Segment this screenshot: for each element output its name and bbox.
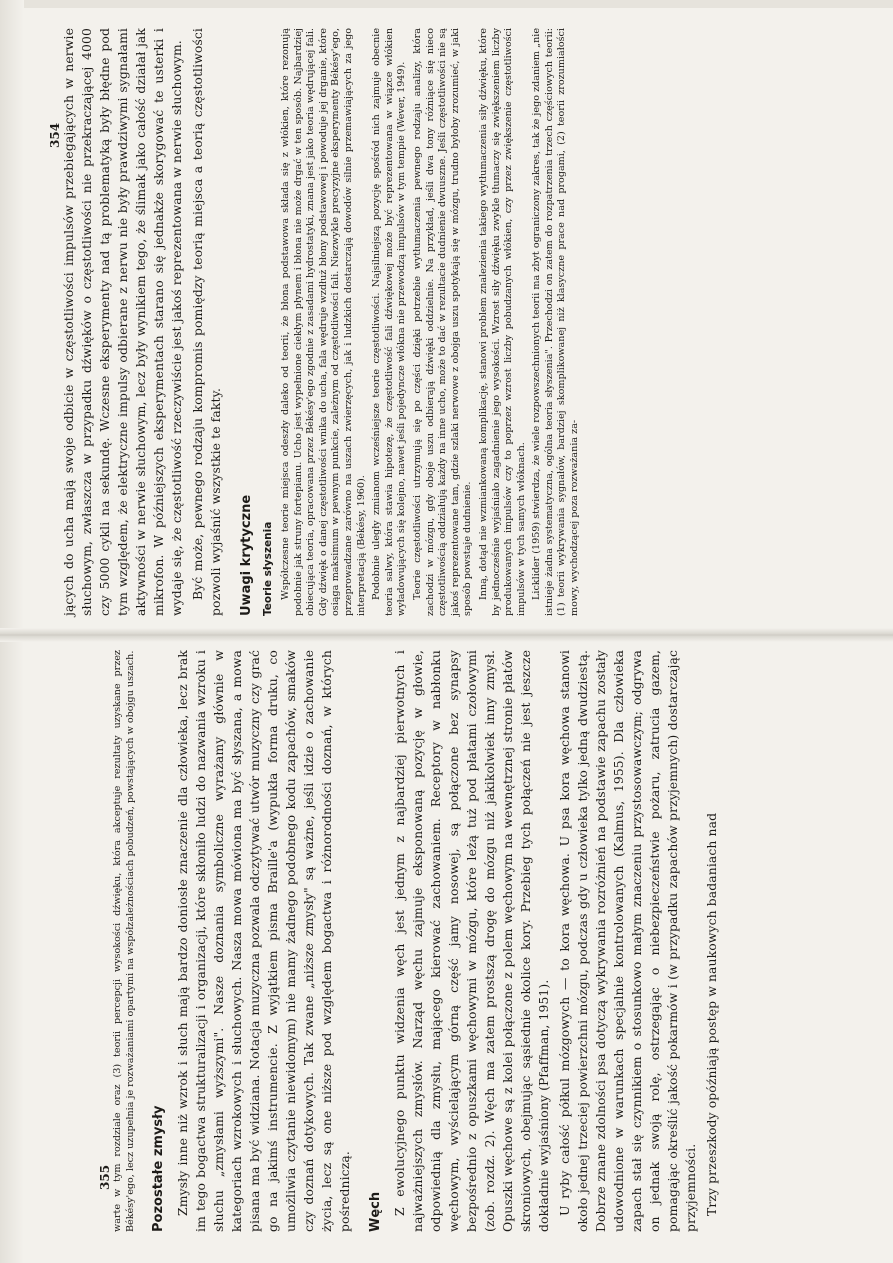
- intro-paragraph: Być może, pewnego rodzaju kompromis pomiędzy teorią miejsca a teorią częstotliwości pozwoli wyjaśnić wszystkie te fakty.: [190, 28, 223, 616]
- continuation-paragraph: warte w tym rozdziale oraz (3) teorii percepcji wysokości dźwięku, która akceptuje rezultaty uzyskane przez Békésy'ego, lecz uzupełnia je rozważaniami opartymi na współzależnościach pobudzeń, powstających w obojgu uszach.: [112, 650, 136, 1232]
- section-heading-smell: Węch: [368, 1191, 384, 1232]
- page-354: [60, 28, 800, 616]
- subsection-heading-hearing-theories: Teorie słyszenia: [262, 521, 274, 616]
- page-355: [112, 650, 852, 1232]
- book-gutter: [0, 628, 893, 642]
- section-heading-critical-notes: Uwagi krytyczne: [239, 494, 254, 616]
- continuation-paragraph: jących do ucha mają swoje odbicie w częstotliwości impulsów przebiegających w nerwie słuchowym, zwłaszcza w przypadku dźwięków o częstotliwości nie przekraczającej 4000 czy 5000 cykli na sekundę. Wczesne eksperymenty nad tą problematyką były błędne pod tym względem, że elektryczne impulsy odbierane z nerwu nie były prawdziwymi sygnałami aktywności w nerwie słuchowym, lecz były wynikiem tego, że ślimak jako całość działał jak mikrofon. W późniejszych eksperymentach starano się jednakże skorygować te usterki i wydaje się, że częstotliwość rzeczywiście jest jakoś reprezentowana w nerwie słuchowym.: [61, 28, 184, 616]
- page-number-354: 354: [48, 122, 62, 148]
- body-paragraph: Teorie częstotliwości utrzymują się po części dzięki potrzebie wytłumaczenia pewnego rodzaju analizy, która zachodzi w mózgu, gdy oboje uszu odbierają dźwięki oddzielnie. Na przykład, jeśli dwa tony różniące się nieco częstotliwością oddziałują każdy na inne ucho, może to dać w rezultacie dudnienie dwuuszne. Jeśli częstotliwości nie są jakoś reprezentowane tam, gdzie szlaki nerwowe z obojga uszu spotykają się w mózgu, trudno byłoby zrozumieć, w jaki sposób powstaje dudnienie.: [411, 28, 474, 616]
- body-paragraph: Podobnie uległy zmianom wcześniejsze teorie częstotliwości. Najsilniejszą pozycję spośród nich zajmuje obecnie teoria salwy, która stawia hipotezę, że częstotliwość fali dźwiękowej może być reprezentowana w wiązce włókien wyładowujących się kolejno, nawet jeśli pojedyncze włókna nie przewodzą impulsów w tym tempie (Wever, 1949).: [371, 28, 408, 616]
- body-paragraph: Licklider (1959) stwierdza, że wiele rozpowszechnionych teorii ma zbyt ograniczony zakres, tak że jego zdaniem „nie istnieje żadna systematyczna, ogólna teoria słyszenia". Przechodzi on zatem do rozpatrzenia trzech częściowych teorii: (1) teorii wykrywania sygnałów, bardziej skomplikowanej niż klasyczne prace nad progami, (2) teorii zrozumiałości mowy, wychodzącej poza rozważania za-: [531, 28, 581, 616]
- scan-top-edge: [0, 0, 893, 8]
- section-heading-other-senses: Pozostałe zmysły: [151, 1105, 167, 1232]
- body-paragraph: Trzy przeszkody opóźniają postęp w naukowych badaniach nad: [704, 812, 720, 1216]
- body-paragraph: Z ewolucyjnego punktu widzenia węch jest jednym z najbardziej pierwotnych i najważniejszych zmysłów. Narząd węchu zajmuje eksponowaną pozycję w głowie, odpowiednią dla zmysłu, mającego kierować zachowaniem. Receptory w nabłonku węchowym, wyścielającym górną część jamy nosowej, są połączone bez synapsy bezpośrednio z opuszkami węchowymi w mózgu, które leżą tuż pod płatami czołowymi (zob. rozdz. 2). Węch ma zatem prostszą drogę do mózgu niż jakikolwiek inny zmysł. Opuszki węchowe są z kolei połączone z polem węchowym na wewnętrznej stronie płatów skroniowych, obejmując sąsiednie okolice kory. Przebieg tych połączeń nie jest jeszcze dokładnie wyjaśniony (Pfaffman, 1951).: [392, 650, 552, 1232]
- body-paragraph: Inną, dotąd nie wzmiankowaną komplikację, stanowi problem znalezienia takiego wytłumaczenia siły dźwięku, które by jednocześnie wyjaśniało zagadnienie jego wysokości. Wzrost siły dźwięku zwykle tłumaczy się zwiększeniem liczby produkowanych impulsów czy to poprzez wzrost liczby pobudzanych włókien, czy przez zwiększenie częstotliwości impulsów w tych samych włóknach.: [477, 28, 527, 616]
- body-paragraph: Zmysły inne niż wzrok i słuch mają bardzo doniosłe znaczenie dla człowieka, lecz brak im tego bogactwa strukturalizacji i organizacji, które skłoniło ludzi do nazwania wzroku i słuchu „zmysłami wyższymi". Nasze doznania symboliczne wyrażamy głównie w kategoriach wzrokowych i słuchowych. Nasza mowa mówiona ma być słyszana, a mowa pisana ma być widziana. Notacja muzyczna pozwala odczytywać utwór muzyczny czy grać go na jakimś instrumencie. Z wyjątkiem pisma Braille'a (wypukła forma druku, co umożliwia czytanie niewidomym) nie mamy żadnego podobnego kodu zapachów, smaków czy doznań dotykowych. Tak zwane „niższe zmysły" są ważne, jeśli idzie o zachowanie życia, lecz są one niższe pod względem bogactwa i różnorodności doznań, w których pośredniczą.: [175, 650, 353, 1232]
- page-number-355: 355: [98, 1164, 112, 1190]
- body-paragraph: U ryby całość półkul mózgowych — to kora węchowa. U psa kora węchowa stanowi około jednej trzeciej powierzchni mózgu, podczas gdy u człowieka tylko jedną dwudziestą. Dobrze znane zdolności psa dotyczą wykrywania rozróżnień na podstawie zapachu zostały udowodnione w warunkach specjalnie kontrolowanych (Kalmus, 1955). Dla człowieka zapach stał się czynnikiem o stosunkowo małym znaczeniu przystosowawczym; odgrywa on jednak swoją rolę, ostrzegając o niebezpieczeństwie pożaru, zatrucia gazem, pomagając określić jakość pokarmów i (w przypadku zapachów przyjemnych) dostarczając przyjemności.: [557, 650, 699, 1232]
- body-paragraph: Współczesne teorie miejsca odeszły daleko od teorii, że błona podstawowa składa się z włókien, które rezonują podobnie jak struny fortepianu. Ucho jest wypełnione ciekłym płynem i błona nie może drgać w ten sposób. Najbardziej obiecująca teoria, opracowana przez Békésy'ego zgodnie z zasadami hydrostatyki, znana jest jako teoria wędrującej fali. Gdy dźwięk o danej częstotliwości wnika do ucha, fala wędruje wzdłuż błony podstawowej i powoduje jej drganie, które osiąga maksimum w pewnym punkcie, zależnym od częstotliwości fali. Niezwykle precyzyjne eksperymenty Békésy'ego, przeprowadzane zarówno na uszach zwierzęcych, jak i ludzkich dostarczają dowodów silnie przemawiających za jego interpretacją (Békésy, 1960).: [280, 28, 367, 616]
